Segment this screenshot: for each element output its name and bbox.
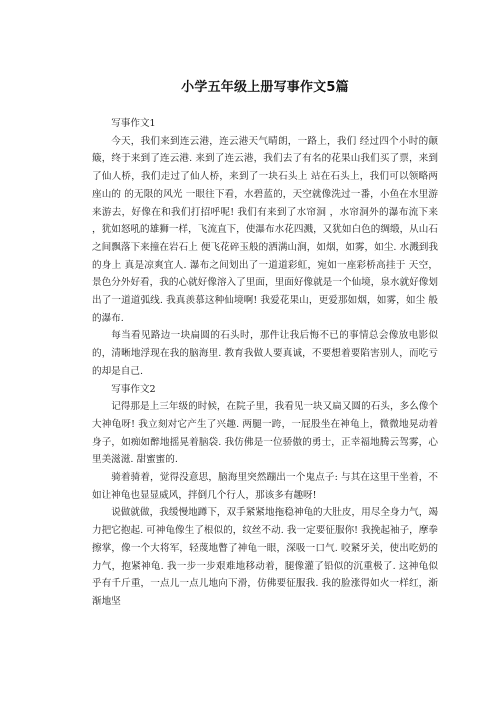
paragraph: 说做就做，我缓慢地蹲下，双手紧紧地拖稳神龟的大肚皮，用尽全身力气，竭力把它抱起. 可神龟像生了根似的，纹丝不动. 我一定要征服你! 我挽起袖子，摩拳擦掌，像一个大将军，轻蔑地瞥了神龟一眼，深吸一口气. 咬紧牙关，使出吃奶的力气，抱紧神龟. 我一步一步艰难地移动着，腿像灌了铅似的沉重极了. 这神龟似乎有千斤重，一点儿一点儿地向下滑，仿佛要征服我. 我的脸涨得如火一样红，渐渐地坚	[92, 507, 438, 607]
paragraph: 每当看见路边一块扁圆的石头时，那件让我后悔不已的事情总会像放电影似的，清晰地浮现在我的脑海里. 教育我做人要真诚，不要想着要陷害别人，而吃亏的却是自己.	[92, 330, 438, 377]
section-2	[92, 381, 438, 611]
section-heading: 写事作文1	[111, 118, 156, 129]
section-1	[92, 115, 438, 381]
section-heading: 写事作文2	[111, 383, 156, 395]
document-title: 小学五年级上册写事作文5篇	[181, 80, 349, 95]
paragraph: 记得那是上三年级的时候，在院子里，我看见一块又扁又圆的石头，多么像个大神龟呀! 我立刻对它产生了兴趣. 两腿一跨，一屁股坐在神龟上，微微地晃动着身子，如痴如醉地摇晃着脑袋. 我仿佛是一位骄傲的勇士，正幸福地腾云驾雾，心里美滋滋. 甜蜜蜜的.	[92, 401, 438, 466]
paragraph: 今天，我们来到连云港，连云港天气晴朗，一路上，我们 经过四个小时的颠簸，终于来到了连云港. 来到了连云港，我们去了有名的花果山我们买了票，来到了仙人桥，我们走过了仙人桥，来到了一块石头上 站在石头上，我们可以领略两座山的 的无限的风光 一眼往下看，水碧蓝的，天空就像洗过一番，小鱼在水里游来游去，好像在和我们打招呼呢! 我们有来到了水帘洞 ，水帘洞外的瀑布流下来 ，犹如怒吼的雄狮一样，飞流直下，使瀑布水花四溅，又犹如白色的绸缎，从山石之间飘落下来撞在岩石上 便飞花碎玉般的洒满山涧，如烟，如雾，如尘. 水溅到我的身上 真是凉爽宜人. 瀑布之间划出了一道道彩虹，宛如一座彩桥高挂于 天空，景色分外好看，我的心就好像溶入了里面，里面好像就是一个仙境，泉水就好像划出了一道道弧线. 我真羡慕这种仙境啊! 我爱花果山，更爱那如烟，如雾，如尘 般的瀑布.	[92, 135, 438, 324]
paragraph: 骑着骑着，觉得没意思，脑海里突然蹦出一个鬼点子: 与其在这里干坐着，不如让神龟也显显威风，拌倒几个行人，那该多有趣呀!	[92, 472, 438, 501]
